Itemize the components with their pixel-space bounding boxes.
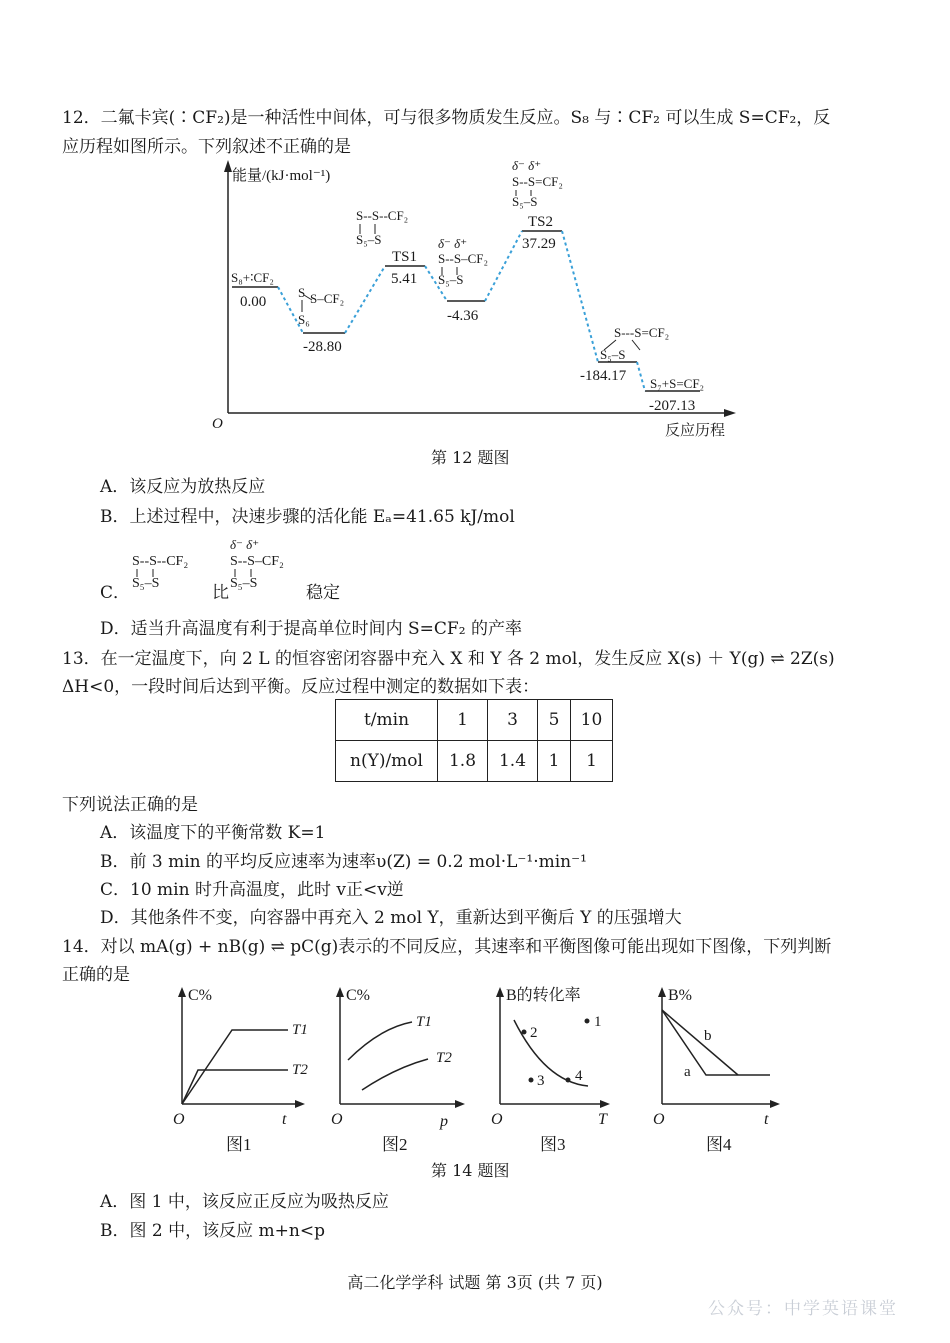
q12-stem-line2: 应历程如图所示。下列叙述不正确的是 bbox=[62, 137, 351, 157]
q14-option-b: B．图 2 中，该反应 m+n<p bbox=[100, 1221, 325, 1241]
svg-text:S₅–S: S₅–S bbox=[356, 232, 382, 247]
svg-text:S₅–S: S₅–S bbox=[132, 576, 160, 591]
table-cell: 1 bbox=[538, 741, 571, 782]
svg-text:3: 3 bbox=[537, 1073, 545, 1089]
svg-text:S--S–CF₂: S--S–CF₂ bbox=[438, 251, 489, 266]
origin-label: O bbox=[212, 416, 223, 432]
svg-text:C%: C% bbox=[346, 987, 370, 1004]
q14-figure-caption: 第 14 题图 bbox=[431, 1161, 510, 1180]
svg-text:a: a bbox=[684, 1064, 691, 1080]
svg-text:O: O bbox=[173, 1111, 185, 1128]
svg-text:C%: C% bbox=[188, 987, 212, 1004]
q13-option-b: B．前 3 min 的平均反应速率为速率υ(Z) = 0.2 mol·L⁻¹·min⁻¹ bbox=[100, 852, 587, 872]
label-ts1: TS1 bbox=[392, 249, 418, 265]
svg-text:δ⁻ δ⁺: δ⁻ δ⁺ bbox=[438, 236, 468, 251]
svg-text:T2: T2 bbox=[292, 1062, 308, 1078]
label-ts2: TS2 bbox=[528, 214, 554, 230]
fig4 bbox=[653, 987, 780, 1154]
svg-text:S₅–S: S₅–S bbox=[600, 347, 626, 362]
q12-stem-line1: 12．二氟卡宾(∶CF₂)是一种活性中间体，可与很多物质发生反应。S₈ 与∶CF₂ 可以生成 S=CF₂，反 bbox=[62, 108, 831, 128]
table-cell: 1 bbox=[571, 741, 613, 782]
q13-option-d: D．其他条件不变，向容器中再充入 2 mol Y，重新达到平衡后 Y 的压强增大 bbox=[100, 908, 682, 928]
svg-text:S₇+S=CF₂: S₇+S=CF₂ bbox=[650, 376, 705, 391]
table-cell: 1.8 bbox=[438, 741, 488, 782]
value-3: -4.36 bbox=[447, 308, 479, 324]
svg-text:O: O bbox=[331, 1111, 343, 1128]
value-5: -184.17 bbox=[580, 368, 627, 384]
value-0: 0.00 bbox=[240, 294, 267, 310]
q12-option-d: D．适当升高温度有利于提高单位时间内 S=CF₂ 的产率 bbox=[100, 619, 522, 639]
q13-stem-line2: ΔH<0，一段时间后达到平衡。反应过程中测定的数据如下表： bbox=[62, 677, 540, 697]
svg-text:p: p bbox=[440, 1113, 448, 1130]
svg-text:T1: T1 bbox=[292, 1022, 308, 1038]
table-cell: 10 bbox=[571, 700, 613, 741]
q12-figure-caption: 第 12 题图 bbox=[431, 448, 510, 467]
svg-text:t: t bbox=[764, 1111, 769, 1128]
table-cell: 3 bbox=[488, 700, 538, 741]
svg-text:S--S=CF₂: S--S=CF₂ bbox=[512, 174, 563, 189]
svg-text:t: t bbox=[282, 1111, 287, 1128]
q13-option-a: A．该温度下的平衡常数 K=1 bbox=[100, 823, 326, 843]
q14-stem-line2: 正确的是 bbox=[62, 965, 130, 985]
svg-text:B的转化率: B的转化率 bbox=[506, 987, 581, 1004]
svg-text:S–CF₂: S–CF₂ bbox=[310, 291, 345, 306]
structure-reactant bbox=[231, 270, 274, 285]
y-axis-arrow-icon bbox=[224, 160, 232, 172]
table-row bbox=[336, 741, 613, 782]
svg-text:T: T bbox=[598, 1111, 607, 1128]
svg-text:δ⁻ δ⁺: δ⁻ δ⁺ bbox=[512, 158, 542, 173]
fig1 bbox=[173, 987, 308, 1154]
page-footer: 高二化学学科 试题 第 3页 (共 7 页) bbox=[347, 1273, 603, 1292]
q14-figures bbox=[0, 982, 950, 1162]
fig2 bbox=[331, 987, 465, 1154]
svg-text:图1: 图1 bbox=[226, 1135, 252, 1154]
structure-ts2 bbox=[512, 158, 563, 209]
svg-text:图3: 图3 bbox=[540, 1135, 566, 1154]
fig3 bbox=[491, 986, 610, 1154]
svg-text:b: b bbox=[704, 1028, 712, 1044]
q13-option-c: C．10 min 时升高温度，此时 v正<v逆 bbox=[100, 880, 404, 900]
structure-intermediate-5 bbox=[600, 325, 669, 362]
svg-text:图2: 图2 bbox=[382, 1135, 408, 1154]
svg-text:4: 4 bbox=[575, 1068, 583, 1084]
y-axis-label: 能量/(kJ·mol⁻¹) bbox=[232, 168, 331, 184]
q12-option-b: B．上述过程中，决速步骤的活化能 Eₐ=41.65 kJ/mol bbox=[100, 507, 515, 527]
svg-text:S₅–S: S₅–S bbox=[512, 194, 538, 209]
svg-text:S: S bbox=[298, 285, 306, 300]
svg-text:B%: B% bbox=[668, 987, 692, 1004]
value-1: -28.80 bbox=[303, 339, 342, 355]
q12-energy-diagram bbox=[0, 150, 950, 450]
svg-text:δ⁻ δ⁺: δ⁻ δ⁺ bbox=[230, 537, 260, 552]
x-axis-arrow-icon bbox=[724, 409, 736, 417]
table-cell: 5 bbox=[538, 700, 571, 741]
svg-text:2: 2 bbox=[530, 1025, 538, 1041]
q13-data-table bbox=[335, 699, 613, 782]
x-axis-label: 反应历程 bbox=[665, 423, 726, 439]
q12-option-a: A．该反应为放热反应 bbox=[100, 477, 266, 497]
svg-text:S₆: S₆ bbox=[298, 312, 310, 327]
svg-text:S₈+∶CF₂: S₈+∶CF₂ bbox=[231, 270, 274, 285]
svg-text:T1: T1 bbox=[416, 1014, 432, 1030]
q12-option-c-structures bbox=[128, 535, 388, 605]
table-row bbox=[336, 700, 613, 741]
svg-text:S---S=CF₂: S---S=CF₂ bbox=[614, 325, 670, 340]
watermark: 公众号：中学英语课堂 bbox=[708, 1299, 898, 1319]
value-6: -207.13 bbox=[649, 398, 696, 414]
svg-text:O: O bbox=[653, 1111, 665, 1128]
q14-option-a: A．图 1 中，该反应正反应为吸热反应 bbox=[100, 1192, 389, 1212]
svg-text:S₅–S: S₅–S bbox=[438, 272, 464, 287]
structure-product bbox=[650, 376, 704, 391]
structure-ts1 bbox=[356, 208, 408, 247]
q13-stem-line1: 13．在一定温度下，向 2 L 的恒容密闭容器中充入 X 和 Y 各 2 mol，发生反应 X(s) ＋ Y(g) ⇌ 2Z(s) bbox=[62, 649, 835, 669]
q13-prompt: 下列说法正确的是 bbox=[62, 795, 198, 815]
structure-intermediate-3 bbox=[438, 236, 488, 287]
table-cell: 1.4 bbox=[488, 741, 538, 782]
q12-option-c-end: 稳定 bbox=[306, 583, 340, 603]
svg-text:1: 1 bbox=[594, 1014, 602, 1030]
structure-intermediate-1 bbox=[298, 285, 344, 327]
q12-option-c-mid: 比 bbox=[212, 583, 229, 603]
svg-text:S--S–CF₂: S--S–CF₂ bbox=[230, 554, 284, 569]
svg-text:T2: T2 bbox=[436, 1050, 452, 1066]
value-ts1: 5.41 bbox=[391, 271, 418, 287]
value-ts2: 37.29 bbox=[522, 236, 556, 252]
q12-option-c-label: C． bbox=[100, 583, 131, 603]
svg-text:S--S--CF₂: S--S--CF₂ bbox=[356, 208, 409, 223]
svg-text:S₅–S: S₅–S bbox=[230, 576, 258, 591]
table-cell: n(Y)/mol bbox=[336, 741, 438, 782]
svg-text:图4: 图4 bbox=[706, 1135, 732, 1154]
table-cell: 1 bbox=[438, 700, 488, 741]
svg-text:O: O bbox=[491, 1111, 503, 1128]
table-cell: t/min bbox=[336, 700, 438, 741]
q14-stem-line1: 14．对以 mA(g) + nB(g) ⇌ pC(g)表示的不同反应，其速率和平衡图像可能出现如下图像，下列判断 bbox=[62, 937, 832, 957]
svg-text:S--S--CF₂: S--S--CF₂ bbox=[132, 554, 189, 569]
